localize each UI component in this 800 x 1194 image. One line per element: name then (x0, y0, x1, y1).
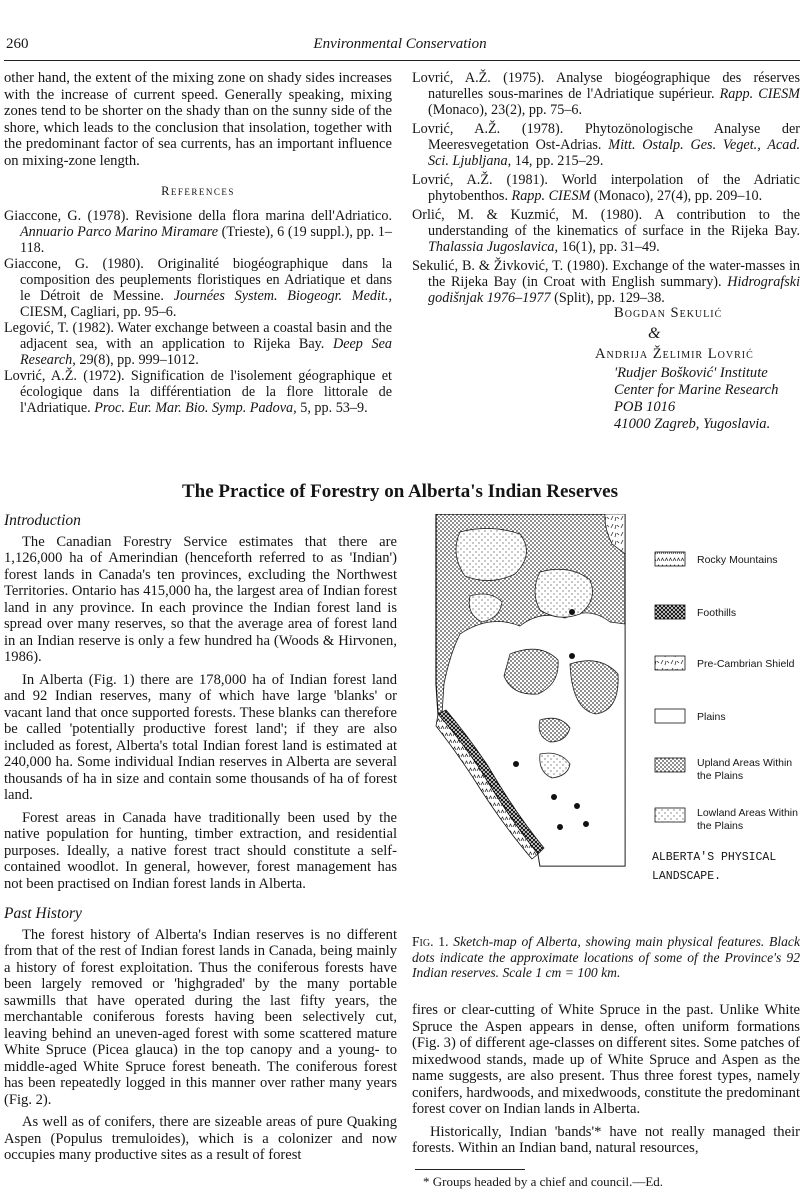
sparse-dot-pattern-icon (655, 808, 685, 822)
alberta-map (420, 514, 800, 894)
footnote-rule (415, 1169, 525, 1170)
reference-title: World interpolation of the Adriatic phytobenthos. (428, 172, 800, 204)
lower-right-column (412, 1002, 800, 1157)
author-name-1: Bogdan Sekulić (614, 305, 723, 321)
introduction-heading: Introduction (4, 512, 81, 529)
past-history-heading: Past History (4, 905, 82, 922)
figure-1 (420, 514, 800, 894)
article-title: The Practice of Forestry on Alberta's Indian Reserves (181, 481, 619, 502)
reference-entry (412, 121, 800, 169)
figure-label: Fig. 1. (412, 934, 449, 949)
past-paragraph-1: The forest history of Alberta's Indian reserves is no different from that of the rest of Indian forest lands in Canada, being mainly a history of forest exploitation. Thus the coniferous forests have been largely removed or 'highgraded' by the many portable sawmills that have operated during the last fifty years, the merchantable coniferous forests having been selectively cut, leaving behind an uneven-aged forest with some scattered mature White Spruce (Picea glauca) in the top canopy and a young- to middle-aged White Spruce forest beneath. The coniferous forest has been repeatedly logged in this manner over rather many years (Fig. 2). (4, 926, 397, 1108)
blank-pattern-icon (655, 709, 685, 723)
reference-source: Journées System. Biogeogr. Medit., (173, 287, 392, 304)
legend-label-lowland: Lowland Areas Within the Plains (697, 807, 798, 832)
reference-authors: Lovrić, A.Ž. (1972). (4, 367, 125, 384)
reference-entry (412, 207, 800, 255)
reference-source: Rapp. CIESM (719, 86, 800, 102)
reference-details: 5, pp. 53–9. (300, 399, 368, 416)
intro-paragraph-2: In Alberta (Fig. 1) there are 178,000 ha of Indian forest land and 92 Indian reserves, many of which have large 'blanks' or vacant land that once supported forests. These blanks can therefore be called 'potentially productive forest land'; if they are also included as forest, Alberta's total Indian forest land is estimated at 240,000 ha. Some individual Indian reserves in Alberta are several thousands of ha in size and contain some thousands of ha of forest land. (4, 671, 397, 803)
dense-dot-pattern-icon (655, 758, 685, 772)
reference-authors: Legović, T. (1982). (4, 319, 114, 336)
reference-authors: Orlić, M. & Kuzmić, M. (1980). (412, 207, 643, 223)
intro-paragraph-3: Forest areas in Canada have traditionally been used by the native population for hunting, timber extraction, and residential purposes. Ideally, a native forest tract should constitute a self-contained woodlot. In general, however, forest management has not been practised on Indian forest lands in Alberta. (4, 809, 397, 892)
reference-entry (4, 256, 392, 320)
reference-entry (412, 258, 800, 306)
author-ampersand: & (648, 325, 661, 342)
reference-entry (4, 208, 392, 256)
crosshatch-pattern-icon (655, 605, 685, 619)
reference-title: Signification de l'isolement géographique et écologique dans la différentiation de la flore littorale de l'Adriatique. (20, 367, 392, 416)
legend-label-rocky: Rocky Mountains (697, 554, 778, 566)
institution-line-3: POB 1016 (614, 399, 676, 415)
header-rule (4, 60, 800, 61)
legend-label-foothills: Foothills (697, 607, 737, 619)
right-paragraph-2: Historically, Indian 'bands'* have not really managed their forests. Within an Indian band, natural resources, (412, 1123, 800, 1156)
reference-title: Exchange of the water-masses in the Rijeka Bay (in Croat with English summary). (428, 258, 800, 290)
reference-source: Rapp. CIESM (511, 188, 591, 204)
past-paragraph-2: As well as of conifers, there are sizeable areas of pure Quaking Aspen (Populus tremuloides), which is a colonizer and now occupies many productive sites as a result of forest (4, 1114, 397, 1163)
reference-source: Thalassia Jugoslavica, (428, 239, 559, 255)
reference-entry (4, 368, 392, 416)
references-heading: References (161, 184, 235, 198)
map-label-line-2: LANDSCAPE. (652, 870, 722, 883)
legend-label-upland: Upland Areas Within the Plains (697, 757, 793, 782)
footnote: * Groups headed by a chief and council.—Ed. (423, 1174, 664, 1189)
reference-details: 14, pp. 215–29. (514, 153, 604, 169)
page-number: 260 (6, 36, 29, 52)
right-paragraph-1: fires or clear-cutting of White Spruce in the past. Unlike White Spruce the Aspen appears in dense, often uniform formations (Fig. 3) of different age-classes on different sites. Some patches of mixedwood stands, made up of White Spruce and Aspen as the name suggests, are also present. Thus three forest types, namely conifers, hardwoods, and mixedwoods, constitute the predominant forest cover on Indian lands in Alberta. (412, 1002, 800, 1117)
reference-title: Phytozönologische Analyse der Meeresvegetation Ost-Adrias. (428, 121, 800, 153)
reference-authors: Giaccone, G. (1978). (4, 207, 129, 224)
reference-details: (Split), pp. 129–38. (554, 290, 665, 306)
reference-details: CIESM, Cagliari, pp. 95–6. (20, 303, 177, 320)
intro-paragraph-1: The Canadian Forestry Service estimates that there are 1,126,000 ha of Amerindian (henceforth referred to as 'Indian') forest lands in Canada's ten provinces, excluding the Northwest Territories. Ontario has 415,000 ha, the largest area of Indian forest land in any province. In each province the Indian forest land is spread over many reserves, so that the average area of forest land in an Indian reserve is only a few hundred ha (Woods & Hirvonen, 1986). (4, 533, 398, 665)
reference-authors: Lovrić, A.Ž. (1975). (412, 70, 545, 86)
reference-source: Proc. Eur. Mar. Bio. Symp. Padova, (94, 399, 297, 416)
reference-entry (412, 172, 800, 204)
figure-caption (412, 934, 800, 981)
reference-authors: Sekulić, B. & Živković, T. (1980). (412, 258, 609, 274)
continued-paragraph: other hand, the extent of the mixing zone on shady sides increases with the increase of current speed. Generally speaking, mixing zones tend to be shorter on the shady than on the sunny side of the shore, which leads to the conclusion that insolation, together with the predominant factor of sea currents, has an important influence on mixing-zone length. (4, 70, 392, 169)
references-list-left (4, 208, 392, 416)
reference-title: Revisione della flora marina dell'Adriatico. (135, 207, 392, 224)
reference-authors: Lovrić, A.Ž. (1978). (412, 121, 564, 137)
author-block (595, 305, 800, 433)
reference-details: 29(8), pp. 999–1012. (79, 351, 199, 368)
lower-left-column (4, 513, 397, 1164)
figure-caption-text: Sketch-map of Alberta, showing main physical features. Black dots indicate the approximate locations of some of the Province's 92 Indian reserves. Scale 1 cm = 100 km. (412, 934, 800, 980)
reference-source: Mitt. Ostalp. Ges. Veget., Acad. Sci. Ljubljana, (428, 137, 800, 169)
reference-title: Water exchange between a coastal basin and the adjacent sea, with an application to Rijeka Bay. (20, 319, 392, 352)
reference-details: (Trieste), 6 (19 suppl.), pp. 1–118. (20, 223, 392, 256)
references-list-right (412, 70, 800, 306)
map-label-line-1: ALBERTA'S PHYSICAL (652, 851, 777, 864)
reference-authors: Lovrić, A.Ž. (1981). (412, 172, 548, 188)
journal-title: Environmental Conservation (313, 36, 487, 52)
reference-details: (Monaco), 23(2), pp. 75–6. (428, 102, 583, 118)
reference-details: 16(1), pp. 31–49. (561, 239, 660, 255)
top-left-column (4, 70, 392, 416)
institution-line-1: 'Rudjer Bošković' Institute (614, 365, 768, 381)
reference-authors: Giaccone, G. (1980). (4, 255, 144, 272)
reference-title: Originalité biogéographique dans la composition des peuplements floristiques en Adriatique et dans le Détroit de Messine. (20, 255, 392, 304)
legend-label-shield: Pre-Cambrian Shield (697, 658, 795, 670)
reference-details: (Monaco), 27(4), pp. 209–10. (593, 188, 763, 204)
reference-entry (4, 320, 392, 368)
top-right-column (412, 70, 800, 309)
reference-source: Hidrografski godišnjak 1976–1977 (428, 274, 800, 306)
reference-title: A contribution to the understanding of the kinematics of surface in the Rijeka Bay. (428, 207, 800, 239)
reference-title: Analyse biogéographique des réserves naturelles sous-marines de l'Adriatique supérieur. (428, 70, 800, 102)
legend-label-plains: Plains (697, 711, 726, 723)
reference-source: Deep Sea Research, (20, 335, 392, 368)
reference-entry (412, 70, 800, 118)
author-name-2: Andrija Želimir Lovrić (595, 346, 754, 362)
shield-pattern-icon (655, 656, 685, 670)
institution-line-4: 41000 Zagreb, Yugoslavia. (614, 416, 771, 432)
reference-source: Annuario Parco Marino Miramare (20, 223, 219, 240)
rocky-pattern-icon (655, 552, 685, 566)
institution-line-2: Center for Marine Research (614, 382, 779, 398)
